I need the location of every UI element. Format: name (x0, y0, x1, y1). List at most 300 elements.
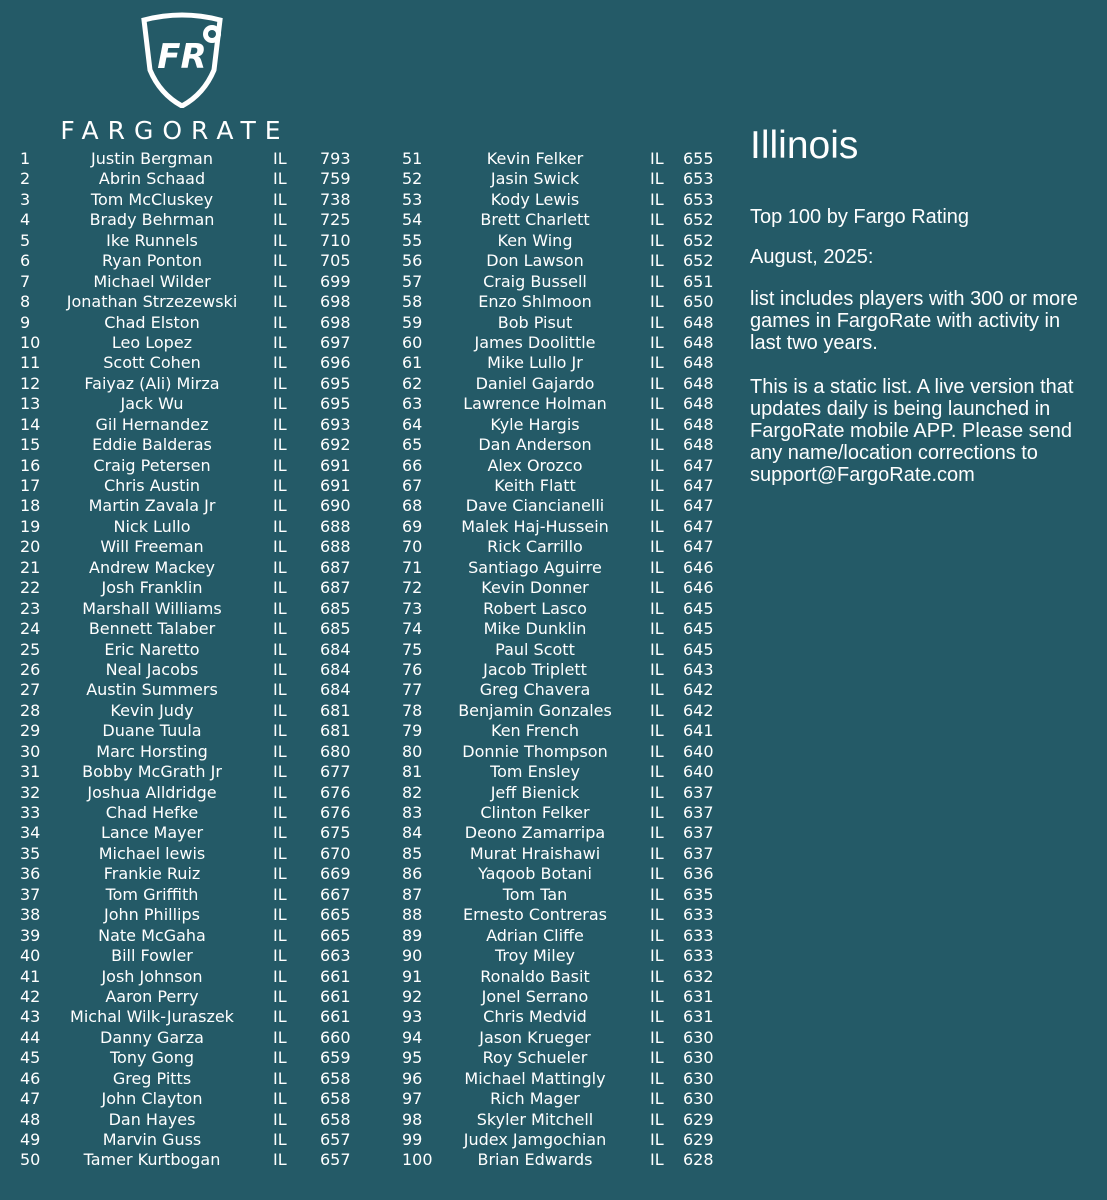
rank-cell: 30 (20, 741, 41, 761)
table-row (390, 742, 730, 762)
state-cell: IL (273, 864, 287, 884)
player-name-cell: Josh Franklin (101, 578, 203, 598)
player-name-cell: Bill Fowler (111, 946, 193, 966)
rating-cell: 651 (683, 271, 714, 291)
rank-cell: 80 (402, 741, 423, 761)
state-cell: IL (273, 210, 287, 230)
rating-cell: 646 (683, 557, 714, 577)
rank-cell: 41 (20, 966, 41, 986)
rating-cell: 698 (320, 292, 351, 312)
table-row (0, 537, 380, 557)
rank-cell: 20 (20, 537, 41, 557)
table-row (390, 619, 730, 639)
state-cell: IL (650, 966, 664, 986)
state-cell: IL (273, 1109, 287, 1129)
rating-cell: 661 (320, 986, 351, 1006)
state-cell: IL (273, 516, 287, 536)
state-cell: IL (273, 1068, 287, 1088)
rank-cell: 52 (402, 169, 423, 189)
rating-cell: 660 (320, 1027, 351, 1047)
table-row (390, 599, 730, 619)
player-name-cell: Adrian Cliffe (486, 925, 584, 945)
state-cell: IL (273, 373, 287, 393)
rating-cell: 645 (683, 639, 714, 659)
state-cell: IL (273, 312, 287, 332)
player-name-cell: Jonathan Strzezewski (66, 292, 238, 312)
table-row (390, 415, 730, 435)
rank-cell: 28 (20, 700, 41, 720)
state-cell: IL (650, 373, 664, 393)
table-row (0, 231, 380, 251)
table-row (0, 1028, 380, 1048)
state-cell: IL (650, 619, 664, 639)
player-name-cell: Will Freeman (100, 537, 204, 557)
state-cell: IL (273, 455, 287, 475)
state-cell: IL (273, 598, 287, 618)
table-row (0, 1150, 380, 1170)
state-cell: IL (650, 292, 664, 312)
state-cell: IL (650, 1007, 664, 1027)
player-name-cell: Chad Elston (104, 312, 200, 332)
state-cell: IL (273, 782, 287, 802)
rank-cell: 98 (402, 1109, 423, 1129)
player-name-cell: Rick Carrillo (487, 537, 583, 557)
player-name-cell: Tom Ensley (490, 762, 580, 782)
rank-cell: 65 (402, 435, 423, 455)
player-name-cell: Leo Lopez (111, 332, 193, 352)
player-name-cell: Jack Wu (120, 394, 184, 414)
list-date: August, 2025: (750, 246, 874, 268)
rank-cell: 62 (402, 373, 423, 393)
eligibility-note: list includes players with 300 or more games in FargoRate with activity in last two years. (750, 288, 1078, 354)
player-name-cell: Judex Jamgochian (463, 1130, 607, 1149)
rank-cell: 90 (402, 946, 423, 966)
rank-cell: 42 (20, 986, 41, 1006)
state-cell: IL (650, 905, 664, 925)
table-row (390, 885, 730, 905)
rank-cell: 87 (402, 884, 423, 904)
state-cell: IL (273, 619, 287, 639)
player-name-cell: Scott Cohen (103, 353, 201, 373)
rank-cell: 53 (402, 189, 423, 209)
state-cell: IL (650, 1048, 664, 1068)
state-cell: IL (273, 189, 287, 209)
fargorate-logo (40, 12, 310, 145)
state-cell: IL (650, 782, 664, 802)
state-cell: IL (650, 1109, 664, 1129)
state-cell: IL (650, 639, 664, 659)
player-name-cell: Marc Horsting (96, 741, 208, 761)
table-row (390, 292, 730, 312)
player-name-cell: John Phillips (104, 905, 200, 925)
player-name-cell: Paul Scott (495, 639, 575, 659)
player-name-cell: Joshua Alldridge (87, 782, 217, 802)
table-row (0, 149, 380, 169)
rating-cell: 647 (683, 455, 714, 475)
rating-cell: 669 (320, 864, 351, 884)
player-name-cell: Alex Orozco (487, 455, 583, 475)
rating-cell: 691 (320, 476, 351, 495)
rank-cell: 18 (20, 496, 41, 516)
player-name-cell: Martin Zavala Jr (88, 496, 216, 516)
table-row (390, 844, 730, 864)
rank-cell: 44 (20, 1027, 41, 1047)
rank-cell: 85 (402, 843, 423, 863)
state-cell: IL (650, 435, 664, 455)
state-cell: IL (650, 823, 664, 843)
state-cell: IL (650, 353, 664, 373)
player-name-cell: Eric Naretto (104, 639, 200, 659)
rating-cell: 695 (320, 394, 351, 414)
state-cell: IL (273, 292, 287, 312)
rating-cell: 633 (683, 925, 714, 945)
table-row (0, 374, 380, 394)
player-name-cell: Gil Hernandez (95, 414, 209, 434)
table-row (0, 967, 380, 987)
rank-cell: 9 (20, 312, 31, 332)
state-cell: IL (650, 476, 664, 495)
rating-cell: 738 (320, 189, 351, 209)
rank-cell: 77 (402, 680, 423, 700)
rank-cell: 70 (402, 537, 423, 557)
rating-cell: 688 (320, 537, 351, 557)
player-name-cell: Brett Charlett (480, 210, 590, 230)
rank-cell: 43 (20, 1007, 41, 1027)
table-row (0, 905, 380, 925)
state-cell: IL (650, 332, 664, 352)
rating-cell: 636 (683, 864, 714, 884)
rating-cell: 640 (683, 741, 714, 761)
rating-cell: 648 (683, 435, 714, 455)
player-name-cell: Robert Lasco (483, 598, 587, 618)
table-row (390, 680, 730, 700)
rank-cell: 4 (20, 210, 31, 230)
table-row (0, 578, 380, 598)
rating-cell: 642 (683, 680, 714, 700)
state-cell: IL (273, 700, 287, 720)
rating-cell: 657 (320, 1150, 351, 1170)
table-row (0, 272, 380, 292)
rank-cell: 63 (402, 394, 423, 414)
page-title: Illinois (750, 124, 859, 167)
rank-cell: 93 (402, 1007, 423, 1027)
state-cell: IL (273, 1130, 287, 1149)
rating-cell: 675 (320, 823, 351, 843)
rank-cell: 73 (402, 598, 423, 618)
table-row (0, 926, 380, 946)
rank-cell: 95 (402, 1048, 423, 1068)
table-row (0, 619, 380, 639)
table-row (390, 210, 730, 230)
state-cell: IL (273, 353, 287, 373)
rank-cell: 22 (20, 578, 41, 598)
table-row (0, 435, 380, 455)
rating-cell: 633 (683, 905, 714, 925)
rating-cell: 725 (320, 210, 351, 230)
state-cell: IL (650, 210, 664, 230)
player-name-cell: Faiyaz (Ali) Mirza (84, 373, 220, 393)
table-row (390, 987, 730, 1007)
table-row (0, 251, 380, 271)
state-cell: IL (273, 414, 287, 434)
player-name-cell: Nate McGaha (98, 925, 206, 945)
table-row (390, 476, 730, 496)
rank-cell: 40 (20, 946, 41, 966)
state-cell: IL (273, 659, 287, 679)
rank-cell: 11 (20, 353, 41, 373)
rank-cell: 59 (402, 312, 423, 332)
rank-cell: 38 (20, 905, 41, 925)
rating-cell: 648 (683, 312, 714, 332)
player-name-cell: Jason Krueger (479, 1027, 591, 1047)
table-row (390, 517, 730, 537)
table-row (390, 701, 730, 721)
rank-cell: 37 (20, 884, 41, 904)
table-row (390, 394, 730, 414)
player-name-cell: Jeff Bienick (490, 782, 580, 802)
rating-cell: 793 (320, 149, 351, 168)
table-row (0, 292, 380, 312)
rating-cell: 652 (683, 210, 714, 230)
player-name-cell: Bob Pisut (497, 312, 573, 332)
player-name-cell: Greg Pitts (112, 1068, 192, 1088)
table-row (390, 231, 730, 251)
rating-cell: 663 (320, 946, 351, 966)
table-row (0, 864, 380, 884)
table-row (0, 1069, 380, 1089)
rating-cell: 631 (683, 1007, 714, 1027)
table-row (390, 640, 730, 660)
rating-cell: 681 (320, 700, 351, 720)
rating-cell: 647 (683, 496, 714, 516)
player-name-cell: Marshall Williams (82, 598, 222, 618)
player-name-cell: James Doolittle (474, 332, 596, 352)
rank-cell: 60 (402, 332, 423, 352)
player-name-cell: Michael lewis (98, 843, 206, 863)
state-cell: IL (273, 966, 287, 986)
rank-cell: 96 (402, 1068, 423, 1088)
state-cell: IL (650, 1068, 664, 1088)
state-cell: IL (650, 230, 664, 250)
rating-cell: 691 (320, 455, 351, 475)
rankings-column-2 (390, 149, 730, 1171)
player-name-cell: Abrin Schaad (98, 169, 206, 189)
table-row (0, 456, 380, 476)
table-row (0, 1007, 380, 1027)
player-name-cell: Justin Bergman (91, 149, 213, 168)
table-row (390, 190, 730, 210)
rank-cell: 13 (20, 394, 41, 414)
player-name-cell: Mike Dunklin (483, 619, 587, 639)
rank-cell: 91 (402, 966, 423, 986)
rating-cell: 685 (320, 619, 351, 639)
state-cell: IL (650, 884, 664, 904)
rating-cell: 629 (683, 1130, 714, 1149)
player-name-cell: Ike Runnels (106, 230, 198, 250)
rating-cell: 648 (683, 353, 714, 373)
table-row (390, 721, 730, 741)
table-row (390, 169, 730, 189)
rating-cell: 695 (320, 373, 351, 393)
table-row (0, 599, 380, 619)
rank-cell: 69 (402, 516, 423, 536)
state-cell: IL (273, 394, 287, 414)
player-name-cell: Eddie Balderas (92, 435, 212, 455)
state-cell: IL (650, 946, 664, 966)
logo-letters: FR (157, 37, 207, 77)
state-cell: IL (650, 169, 664, 189)
table-row (0, 660, 380, 680)
player-name-cell: Skyler Mitchell (476, 1109, 594, 1129)
table-row (390, 149, 730, 169)
table-row (390, 864, 730, 884)
player-name-cell: Kyle Hargis (490, 414, 580, 434)
state-cell: IL (650, 864, 664, 884)
rating-cell: 658 (320, 1068, 351, 1088)
player-name-cell: Chris Medvid (483, 1007, 587, 1027)
rating-cell: 633 (683, 946, 714, 966)
table-row (390, 374, 730, 394)
state-cell: IL (650, 843, 664, 863)
rank-cell: 75 (402, 639, 423, 659)
rating-cell: 688 (320, 516, 351, 536)
rating-cell: 687 (320, 557, 351, 577)
state-cell: IL (650, 1150, 664, 1170)
rating-cell: 630 (683, 1068, 714, 1088)
rank-cell: 57 (402, 271, 423, 291)
rank-cell: 74 (402, 619, 423, 639)
player-name-cell: Kody Lewis (490, 189, 580, 209)
rank-cell: 94 (402, 1027, 423, 1047)
table-row (0, 169, 380, 189)
rating-cell: 661 (320, 1007, 351, 1027)
state-cell: IL (650, 1089, 664, 1109)
rank-cell: 27 (20, 680, 41, 700)
rating-cell: 648 (683, 373, 714, 393)
state-cell: IL (273, 884, 287, 904)
rank-cell: 14 (20, 414, 41, 434)
state-cell: IL (273, 803, 287, 822)
rank-cell: 1 (20, 149, 31, 168)
player-name-cell: Aaron Perry (105, 986, 199, 1006)
state-cell: IL (650, 496, 664, 516)
state-cell: IL (273, 1089, 287, 1109)
state-cell: IL (650, 149, 664, 168)
rank-cell: 64 (402, 414, 423, 434)
table-row (390, 313, 730, 333)
rank-cell: 56 (402, 251, 423, 271)
player-name-cell: Bobby McGrath Jr (82, 762, 222, 782)
table-row (390, 1007, 730, 1027)
rank-cell: 88 (402, 905, 423, 925)
table-row (0, 190, 380, 210)
state-cell: IL (650, 803, 664, 822)
player-name-cell: Frankie Ruiz (103, 864, 201, 884)
rank-cell: 15 (20, 435, 41, 455)
rank-cell: 19 (20, 516, 41, 536)
table-row (0, 885, 380, 905)
player-name-cell: Kevin Donner (481, 578, 589, 598)
rating-cell: 665 (320, 925, 351, 945)
table-row (390, 1069, 730, 1089)
table-row (0, 721, 380, 741)
rank-cell: 25 (20, 639, 41, 659)
subtitle: Top 100 by Fargo Rating (750, 206, 970, 228)
rank-cell: 39 (20, 925, 41, 945)
player-name-cell: Michael Wilder (93, 271, 211, 291)
player-name-cell: Craig Bussell (483, 271, 587, 291)
player-name-cell: Chris Austin (103, 476, 201, 495)
table-row (0, 1110, 380, 1130)
rank-cell: 92 (402, 986, 423, 1006)
state-cell: IL (650, 312, 664, 332)
table-row (390, 905, 730, 925)
state-cell: IL (273, 741, 287, 761)
state-cell: IL (650, 1130, 664, 1149)
table-row (0, 1130, 380, 1150)
table-row (0, 946, 380, 966)
player-name-cell: Donnie Thompson (462, 741, 608, 761)
table-row (0, 762, 380, 782)
state-cell: IL (650, 455, 664, 475)
rank-cell: 26 (20, 659, 41, 679)
player-name-cell: Enzo Shlmoon (478, 292, 592, 312)
state-cell: IL (273, 537, 287, 557)
rating-cell: 637 (683, 823, 714, 843)
rating-cell: 645 (683, 619, 714, 639)
rank-cell: 97 (402, 1089, 423, 1109)
rating-cell: 637 (683, 803, 714, 822)
table-row (0, 517, 380, 537)
state-cell: IL (273, 843, 287, 863)
rank-cell: 81 (402, 762, 423, 782)
rating-cell: 681 (320, 721, 351, 741)
player-name-cell: Austin Summers (86, 680, 218, 700)
player-name-cell: Marvin Guss (102, 1130, 202, 1149)
player-name-cell: Bennett Talaber (88, 619, 216, 639)
rating-cell: 647 (683, 516, 714, 536)
rank-cell: 46 (20, 1068, 41, 1088)
rank-cell: 66 (402, 455, 423, 475)
rank-cell: 3 (20, 189, 31, 209)
player-name-cell: Malek Haj-Hussein (461, 516, 609, 536)
rating-cell: 642 (683, 700, 714, 720)
rank-cell: 29 (20, 721, 41, 741)
table-row (0, 313, 380, 333)
table-row (0, 701, 380, 721)
player-name-cell: Michal Wilk-Juraszek (70, 1007, 234, 1027)
rank-cell: 12 (20, 373, 41, 393)
rating-cell: 628 (683, 1150, 714, 1170)
table-row (0, 333, 380, 353)
state-cell: IL (273, 476, 287, 495)
state-cell: IL (650, 700, 664, 720)
state-cell: IL (650, 721, 664, 741)
rating-cell: 697 (320, 332, 351, 352)
rating-cell: 630 (683, 1048, 714, 1068)
rating-cell: 699 (320, 271, 351, 291)
player-name-cell: Lawrence Holman (463, 394, 607, 414)
rank-cell: 100 (402, 1150, 433, 1170)
table-row (390, 1048, 730, 1068)
player-name-cell: Lance Mayer (100, 823, 204, 843)
state-cell: IL (650, 537, 664, 557)
table-row (390, 1110, 730, 1130)
table-row (0, 558, 380, 578)
table-row (390, 660, 730, 680)
rank-cell: 54 (402, 210, 423, 230)
table-row (390, 762, 730, 782)
